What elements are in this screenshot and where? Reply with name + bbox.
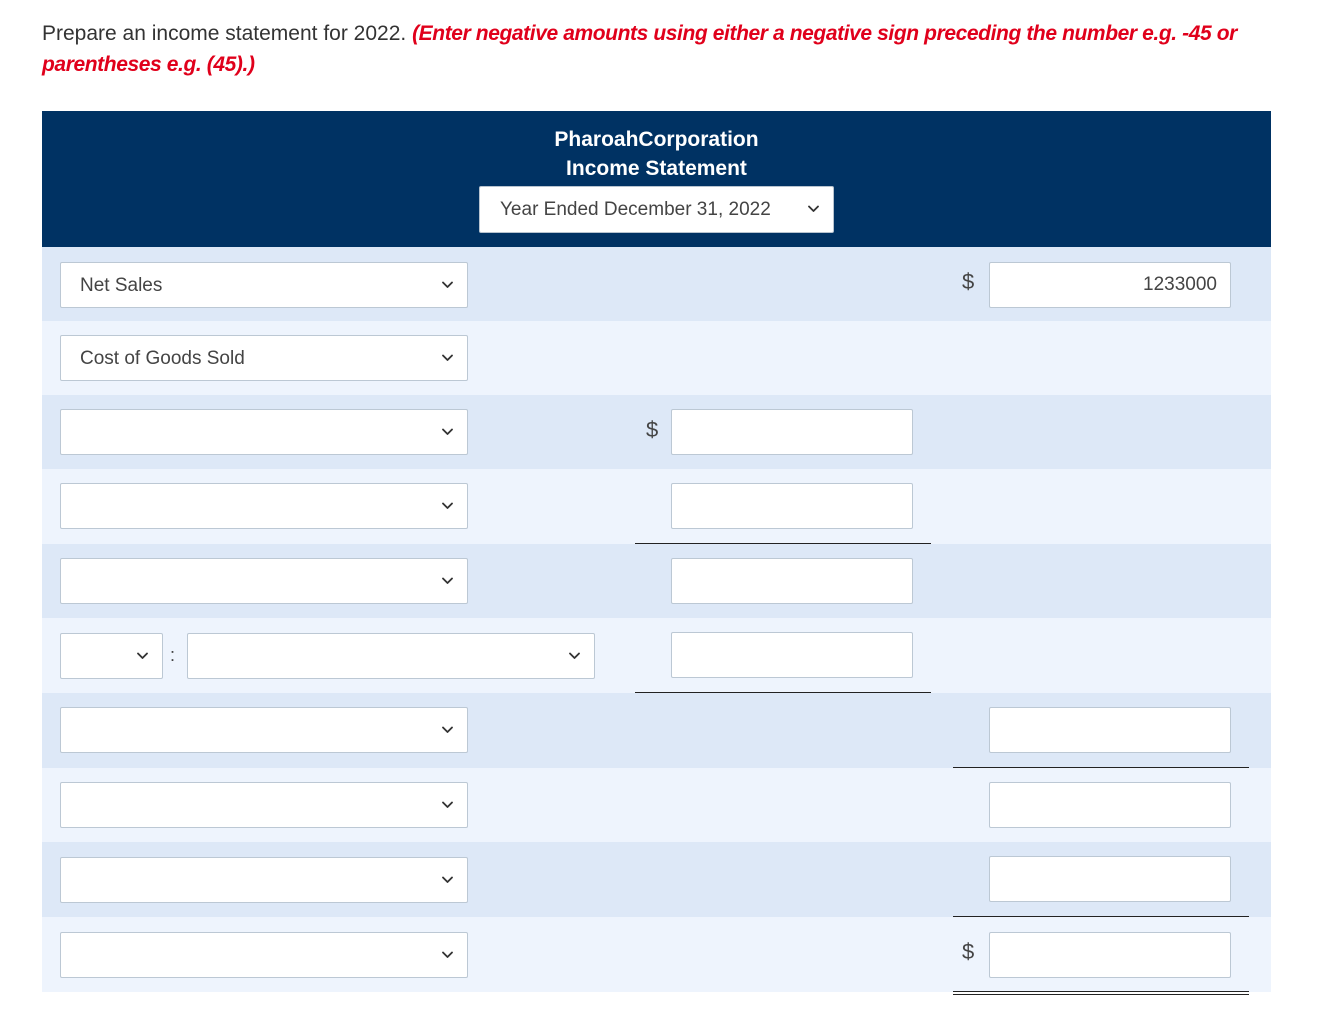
- amount-input-right-10[interactable]: [989, 932, 1231, 978]
- row-6: [42, 618, 1271, 693]
- account-select-7[interactable]: [60, 707, 468, 753]
- amount-input-right-9[interactable]: [989, 856, 1231, 902]
- instructions: [42, 18, 1272, 80]
- chevron-down-icon: [808, 203, 819, 214]
- chevron-down-icon: [442, 575, 453, 586]
- account-select-5[interactable]: [60, 558, 468, 604]
- period-select[interactable]: [479, 186, 834, 233]
- account-select-8[interactable]: [60, 782, 468, 828]
- chevron-down-icon: [442, 724, 453, 735]
- chevron-down-icon: [442, 426, 453, 437]
- chevron-down-icon: [442, 352, 453, 363]
- instructions-note-line2: parentheses e.g. (45).): [42, 53, 255, 76]
- statement-header: [42, 111, 1271, 247]
- statement-title: Income Statement: [566, 157, 747, 180]
- row-4: [42, 469, 1271, 544]
- dollar-sign: $: [962, 269, 975, 294]
- chevron-down-icon: [442, 949, 453, 960]
- amount-input-right-7[interactable]: [989, 707, 1231, 753]
- amount-input-mid-6[interactable]: [671, 632, 913, 678]
- chevron-down-icon: [442, 799, 453, 810]
- total-double-underline-top: [953, 991, 1249, 992]
- row-net-sales: [42, 247, 1271, 322]
- row-5: [42, 544, 1271, 619]
- account-select-1[interactable]: [60, 262, 468, 308]
- account-select-3[interactable]: [60, 409, 468, 455]
- prefix-select-6[interactable]: [60, 633, 163, 679]
- total-double-underline-bottom: [953, 994, 1249, 995]
- row-3: [42, 395, 1271, 470]
- chevron-down-icon: [442, 500, 453, 511]
- dollar-sign: $: [646, 417, 659, 442]
- amount-input-mid-4[interactable]: [671, 483, 913, 529]
- label-separator: :: [170, 645, 176, 665]
- account-select-2[interactable]: [60, 335, 468, 381]
- chevron-down-icon: [569, 650, 580, 661]
- row-8: [42, 768, 1271, 843]
- period-select-value: Year Ended December 31, 2022: [500, 199, 771, 220]
- amount-input-right-8[interactable]: [989, 782, 1231, 828]
- account-select-9[interactable]: [60, 857, 468, 903]
- company-name: PharoahCorporation: [554, 128, 759, 151]
- row-cost-of-goods-sold: [42, 321, 1271, 396]
- dollar-sign: $: [962, 939, 975, 964]
- account-select-2-value: Cost of Goods Sold: [80, 348, 245, 369]
- row-7: [42, 693, 1271, 768]
- account-select-4[interactable]: [60, 483, 468, 529]
- amount-input-right-1[interactable]: [989, 262, 1231, 308]
- amount-input-mid-3[interactable]: [671, 409, 913, 455]
- account-select-6[interactable]: [187, 633, 595, 679]
- instructions-note-line1: (Enter negative amounts using either a negative sign preceding the number e.g. -45 or: [412, 22, 1237, 45]
- row-10: [42, 917, 1271, 992]
- chevron-down-icon: [442, 874, 453, 885]
- chevron-down-icon: [137, 650, 148, 661]
- row-9: [42, 842, 1271, 917]
- account-select-1-value: Net Sales: [80, 275, 163, 296]
- amount-input-mid-5[interactable]: [671, 558, 913, 604]
- account-select-10[interactable]: [60, 932, 468, 978]
- chevron-down-icon: [442, 279, 453, 290]
- instructions-lead: Prepare an income statement for 2022.: [42, 22, 407, 45]
